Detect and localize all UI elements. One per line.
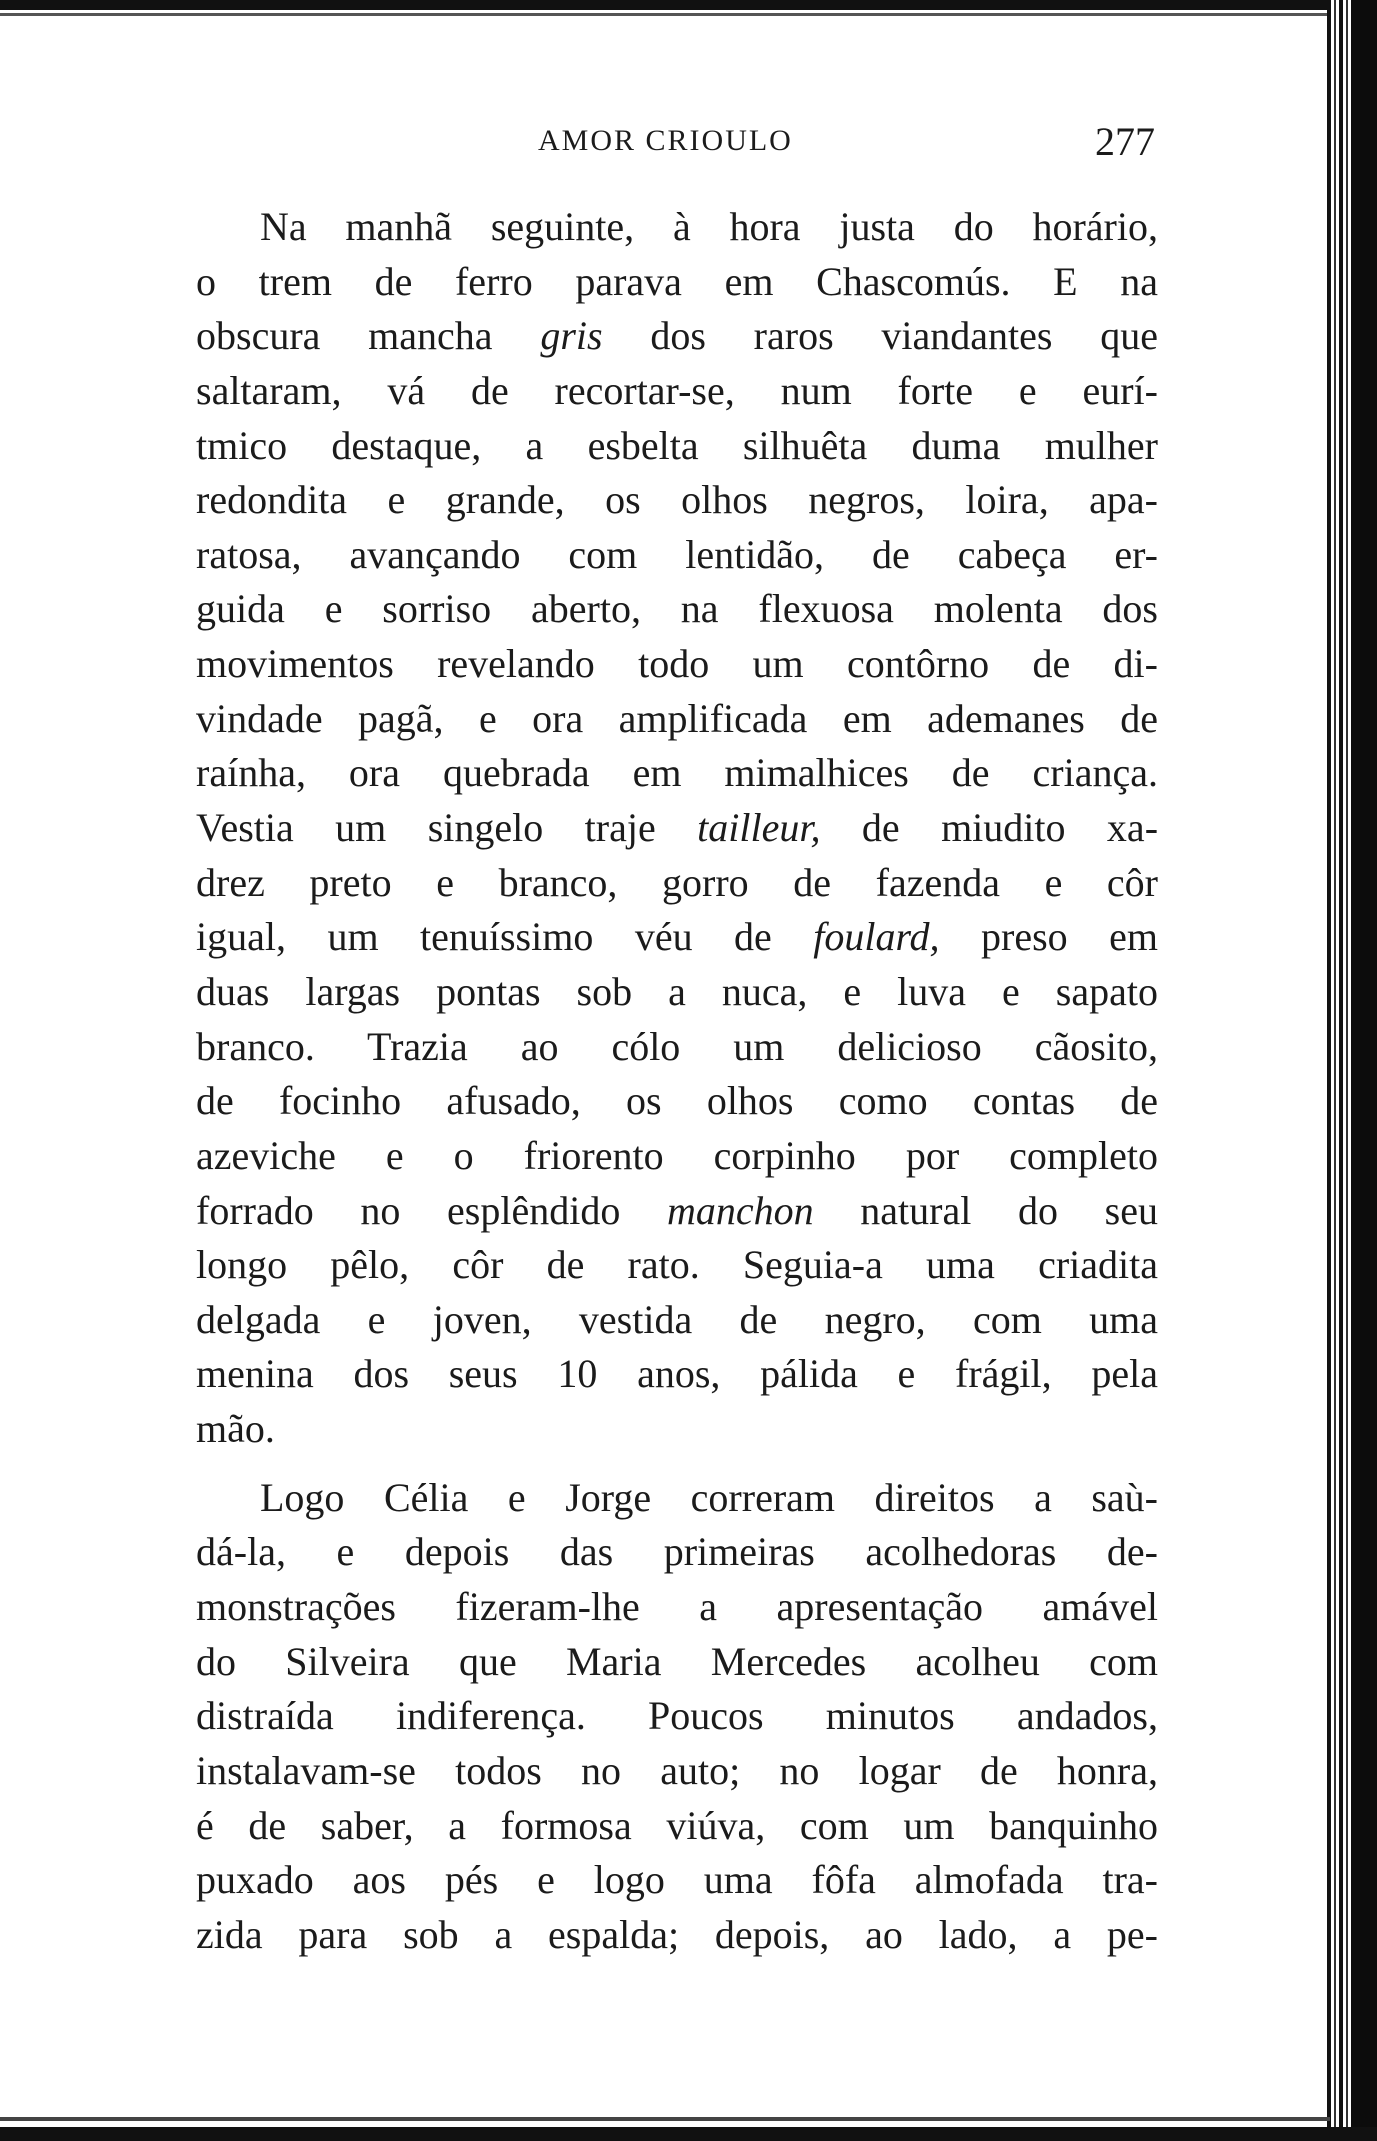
text-line: [196, 1799, 1158, 1854]
italic-word: gris: [540, 313, 603, 359]
text-run: delgada e joven, vestida de negro, com uma: [196, 1296, 1158, 1342]
bottom-border-thin: [0, 2117, 1330, 2121]
paragraph: [196, 1471, 1158, 1963]
text-line: [196, 1471, 1158, 1526]
text-run: guida e sorriso aberto, na flexuosa molenta dos: [196, 586, 1158, 632]
text-run: Logo Célia e Jorge correram direitos a saù-: [260, 1474, 1158, 1520]
page-edge-solid: [1351, 0, 1377, 2141]
text-line: [196, 1908, 1158, 1963]
text-line: [196, 1402, 1158, 1457]
text-line: [196, 1525, 1158, 1580]
text-line: [196, 200, 1158, 255]
text-run: saltaram, vá de recortar-se, num forte e eurí-: [196, 367, 1158, 413]
text-line: [196, 910, 1158, 965]
running-title: AMOR CRIOULO: [538, 124, 793, 157]
text-run: ratosa, avançando com lentidão, de cabeça er-: [196, 531, 1158, 577]
italic-word: foulard,: [813, 914, 940, 960]
text-line: [196, 1853, 1158, 1908]
text-run: Na manhã seguinte, à hora justa do horário,: [260, 204, 1158, 249]
text-run: dá-la, e depois das primeiras acolhedoras de-: [196, 1529, 1158, 1575]
text-run: de miudito xa-: [820, 805, 1159, 851]
text-run: vindade pagã, e ora amplificada em ademanes de: [196, 695, 1158, 741]
text-run: zida para sob a espalda; depois, ao lado, a pe-: [196, 1911, 1158, 1957]
text-run: distraída indiferença. Poucos minutos andados,: [196, 1693, 1158, 1739]
text-line: [196, 1635, 1158, 1690]
text-line: [196, 582, 1158, 637]
text-line: [196, 637, 1158, 692]
text-run: forrado no esplêndido: [196, 1187, 667, 1233]
text-run: natural do seu: [813, 1187, 1158, 1233]
text-run: igual, um tenuíssimo véu de: [196, 914, 814, 960]
text-run: dos raros viandantes que: [602, 313, 1158, 359]
text-run: azeviche e o friorento corpinho por completo: [196, 1132, 1158, 1178]
text-run: obscura mancha: [196, 313, 541, 359]
running-head: [195, 118, 1155, 168]
text-line: [196, 1347, 1158, 1402]
text-line: [196, 692, 1158, 747]
paragraph: [196, 200, 1158, 1457]
page-number: 277: [1095, 119, 1155, 164]
text-line: [196, 1580, 1158, 1635]
text-line: [196, 746, 1158, 801]
top-border: [0, 0, 1340, 10]
text-run: movimentos revelando todo um contôrno de di-: [196, 641, 1158, 687]
text-run: é de saber, a formosa viúva, com um banquinho: [196, 1802, 1158, 1848]
text-line: [196, 1129, 1158, 1184]
text-line: [196, 419, 1158, 474]
body-text: [196, 200, 1158, 1963]
text-run: Vestia um singelo traje: [196, 805, 698, 851]
text-line: [196, 473, 1158, 528]
text-line: [196, 1074, 1158, 1129]
text-line: [196, 309, 1158, 364]
text-line: [196, 965, 1158, 1020]
text-line: [196, 255, 1158, 310]
text-run: o trem de ferro parava em Chascomús. E na: [196, 258, 1158, 304]
text-line: [196, 1293, 1158, 1348]
text-run: puxado aos pés e logo uma fôfa almofada tra-: [196, 1857, 1158, 1903]
text-run: monstrações fizeram-lhe a apresentação amável: [196, 1584, 1158, 1630]
italic-word: manchon: [667, 1187, 814, 1233]
text-line: [196, 1744, 1158, 1799]
top-border-thin: [0, 13, 1330, 16]
text-line: [196, 1238, 1158, 1293]
text-line: [196, 856, 1158, 911]
text-run: duas largas pontas sob a nuca, e luva e sapato: [196, 968, 1158, 1014]
text-run: raínha, ora quebrada em mimalhices de criança.: [196, 750, 1158, 796]
text-line: [196, 1689, 1158, 1744]
text-line: [196, 1184, 1158, 1239]
text-run: branco. Trazia ao cólo um delicioso cãosito,: [196, 1023, 1158, 1069]
text-line: [196, 364, 1158, 419]
text-run: do Silveira que Maria Mercedes acolheu com: [196, 1638, 1158, 1684]
text-run: menina dos seus 10 anos, pálida e frágil, pela: [196, 1351, 1158, 1397]
text-run: drez preto e branco, gorro de fazenda e côr: [196, 859, 1158, 905]
text-line: [196, 801, 1158, 856]
text-run: preso em: [939, 914, 1158, 960]
text-run: mão.: [196, 1406, 275, 1452]
text-run: de focinho afusado, os olhos como contas de: [196, 1078, 1158, 1124]
text-line: [196, 528, 1158, 583]
text-line: [196, 1020, 1158, 1075]
italic-word: tailleur,: [697, 805, 821, 851]
text-run: instalavam-se todos no auto; no logar de honra,: [196, 1747, 1158, 1793]
text-run: redondita e grande, os olhos negros, loira, apa-: [196, 477, 1158, 523]
text-run: longo pêlo, côr de rato. Seguia-a uma criadita: [196, 1242, 1158, 1288]
bottom-border: [0, 2127, 1377, 2141]
text-run: tmico destaque, a esbelta silhuêta duma mulher: [196, 422, 1158, 468]
paragraph-gap: [196, 1457, 1158, 1471]
